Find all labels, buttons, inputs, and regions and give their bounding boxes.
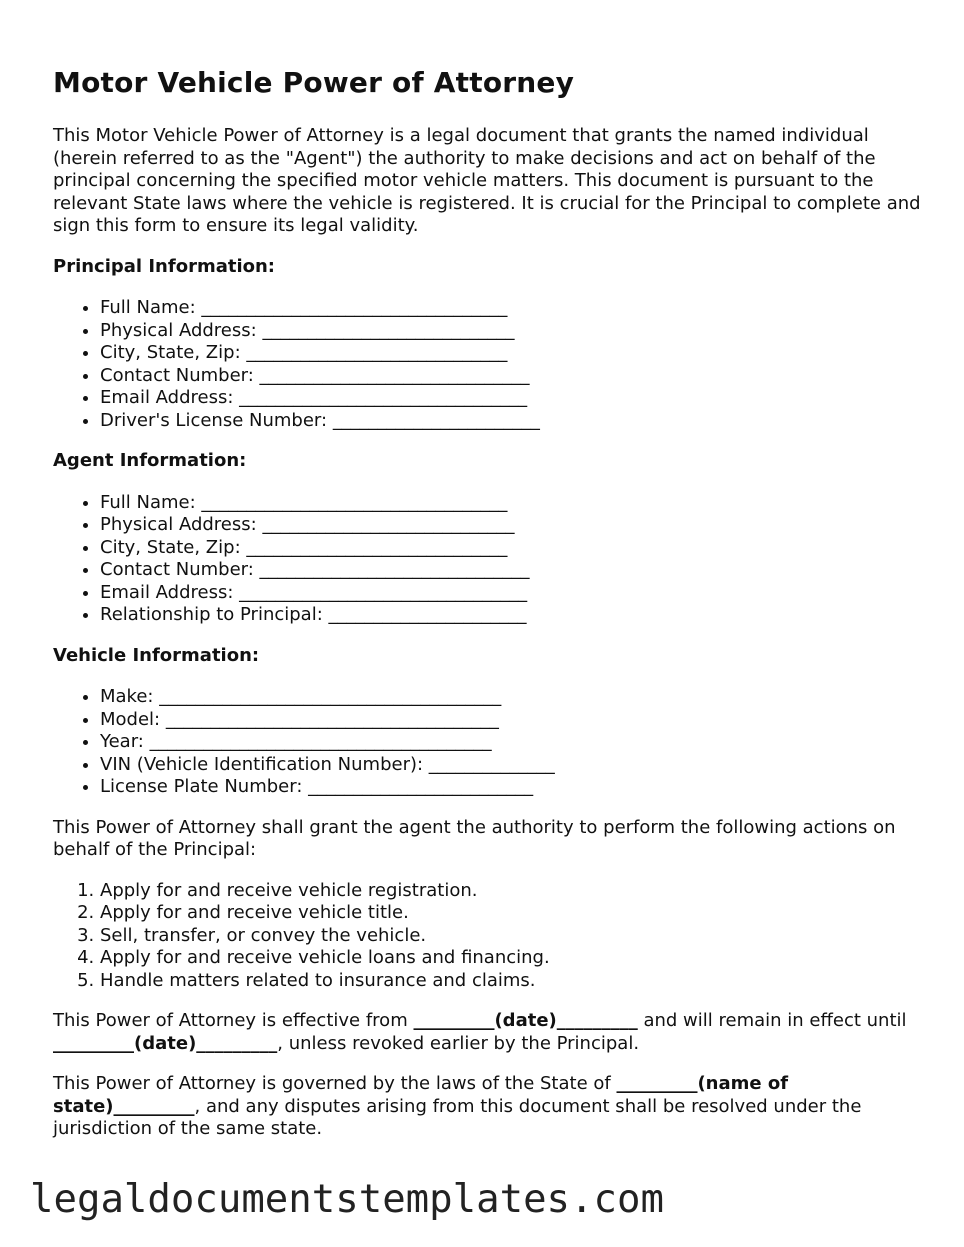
principal-drivers-license-field bbox=[100, 410, 923, 433]
fill-in-blank: ______________________________________ bbox=[149, 731, 492, 752]
effective-until-date-blank: _________(date)_________ bbox=[53, 1032, 278, 1054]
effective-text-3: , unless revoked earlier by the Principal. bbox=[277, 1032, 640, 1054]
field-label: Make: bbox=[100, 686, 154, 707]
fill-in-blank: __________________________________ bbox=[201, 491, 508, 513]
principal-heading: Principal Information: bbox=[53, 255, 276, 277]
action-item: 2. Apply for and receive vehicle title. bbox=[100, 902, 923, 925]
vehicle-field-list bbox=[53, 686, 923, 799]
field-label: Year: bbox=[100, 731, 144, 752]
field-label: City, State, Zip: bbox=[100, 536, 241, 558]
principal-city-state-zip-field bbox=[100, 342, 923, 365]
actions-intro-paragraph: This Power of Attorney shall grant the agent the authority to perform the following actions on behalf of the Principal: bbox=[53, 816, 896, 860]
fill-in-blank: _____________________________________ bbox=[165, 708, 499, 730]
fill-in-blank: _______________________ bbox=[332, 409, 540, 431]
field-label: License Plate Number: bbox=[100, 776, 303, 797]
field-label: Contact Number: bbox=[100, 364, 254, 386]
intro-paragraph: This Motor Vehicle Power of Attorney is a legal document that grants the named individual (herein referred to as the "Agent") the authority to make decisions and act on behalf of the principal concerning the specified motor vehicle matters. This document is pursuant to the relevant State laws where the vehicle is registered. It is crucial for the Principal to complete and sign this form to ensure its legal validity. bbox=[53, 125, 921, 236]
field-label: Driver's License Number: bbox=[100, 409, 328, 431]
governing-text-1: This Power of Attorney is governed by the laws of the State of bbox=[53, 1073, 617, 1094]
governing-law-paragraph bbox=[53, 1073, 923, 1141]
principal-physical-address-field bbox=[100, 320, 923, 343]
fill-in-blank: __________________________________ bbox=[201, 297, 508, 318]
field-label: Full Name: bbox=[100, 491, 196, 513]
agent-city-state-zip-field bbox=[100, 537, 923, 560]
fill-in-blank: ________________________________ bbox=[239, 387, 528, 408]
fill-in-blank: ______________________________ bbox=[259, 364, 530, 386]
fill-in-blank: _____________________________ bbox=[246, 342, 508, 363]
fill-in-blank: _________________________ bbox=[308, 776, 534, 797]
principal-full-name-field bbox=[100, 297, 923, 320]
agent-full-name-field bbox=[100, 492, 923, 515]
fill-in-blank: ________________________________ bbox=[239, 581, 528, 603]
field-label: City, State, Zip: bbox=[100, 342, 241, 363]
fill-in-blank: ______________________________________ bbox=[159, 686, 502, 707]
field-label: Relationship to Principal: bbox=[100, 604, 323, 625]
fill-in-blank: _____________________________ bbox=[246, 536, 508, 558]
fill-in-blank: ____________________________ bbox=[262, 319, 515, 341]
agent-contact-number-field bbox=[100, 559, 923, 582]
action-item: 1. Apply for and receive vehicle registration. bbox=[100, 880, 923, 903]
field-label: Email Address: bbox=[100, 387, 234, 408]
site-watermark: legaldocumentstemplates.com bbox=[30, 1177, 664, 1222]
effective-from-date-blank: _________(date)_________ bbox=[413, 1010, 638, 1031]
agent-physical-address-field bbox=[100, 514, 923, 537]
action-item: 4. Apply for and receive vehicle loans and financing. bbox=[100, 947, 923, 970]
agent-relationship-field bbox=[100, 604, 923, 627]
fill-in-blank: ______________________ bbox=[328, 604, 527, 625]
vehicle-year-field bbox=[100, 731, 923, 754]
field-label: Full Name: bbox=[100, 297, 196, 318]
fill-in-blank: ______________________________ bbox=[259, 559, 530, 580]
agent-field-list bbox=[53, 492, 923, 627]
effective-text-1: This Power of Attorney is effective from bbox=[53, 1010, 414, 1031]
principal-email-address-field bbox=[100, 387, 923, 410]
action-item: 5. Handle matters related to insurance and claims. bbox=[100, 970, 923, 993]
field-label: Email Address: bbox=[100, 581, 234, 603]
field-label: Physical Address: bbox=[100, 514, 257, 535]
document-title: Motor Vehicle Power of Attorney bbox=[53, 66, 575, 99]
action-item: 3. Sell, transfer, or convey the vehicle. bbox=[100, 925, 923, 948]
fill-in-blank: ____________________________ bbox=[262, 514, 515, 535]
state-name-blank: _________(name of state)_________ bbox=[53, 1073, 789, 1117]
actions-list bbox=[53, 880, 923, 993]
effective-dates-paragraph bbox=[53, 1010, 923, 1055]
principal-contact-number-field bbox=[100, 365, 923, 388]
agent-email-address-field bbox=[100, 582, 923, 605]
document-page bbox=[53, 64, 923, 1141]
vehicle-license-plate-field bbox=[100, 776, 923, 799]
vehicle-heading: Vehicle Information: bbox=[53, 644, 260, 666]
vehicle-vin-field bbox=[100, 754, 923, 777]
field-label: Physical Address: bbox=[100, 319, 257, 341]
fill-in-blank: ______________ bbox=[428, 753, 555, 775]
field-label: Contact Number: bbox=[100, 559, 254, 580]
agent-heading: Agent Information: bbox=[53, 450, 247, 471]
governing-text-2: , and any disputes arising from this document shall be resolved under the jurisdiction of the same state. bbox=[53, 1095, 862, 1139]
principal-field-list bbox=[53, 297, 923, 432]
vehicle-make-field bbox=[100, 686, 923, 709]
field-label: VIN (Vehicle Identification Number): bbox=[100, 753, 424, 775]
field-label: Model: bbox=[100, 708, 161, 730]
effective-text-2: and will remain in effect until bbox=[637, 1010, 907, 1031]
vehicle-model-field bbox=[100, 709, 923, 732]
